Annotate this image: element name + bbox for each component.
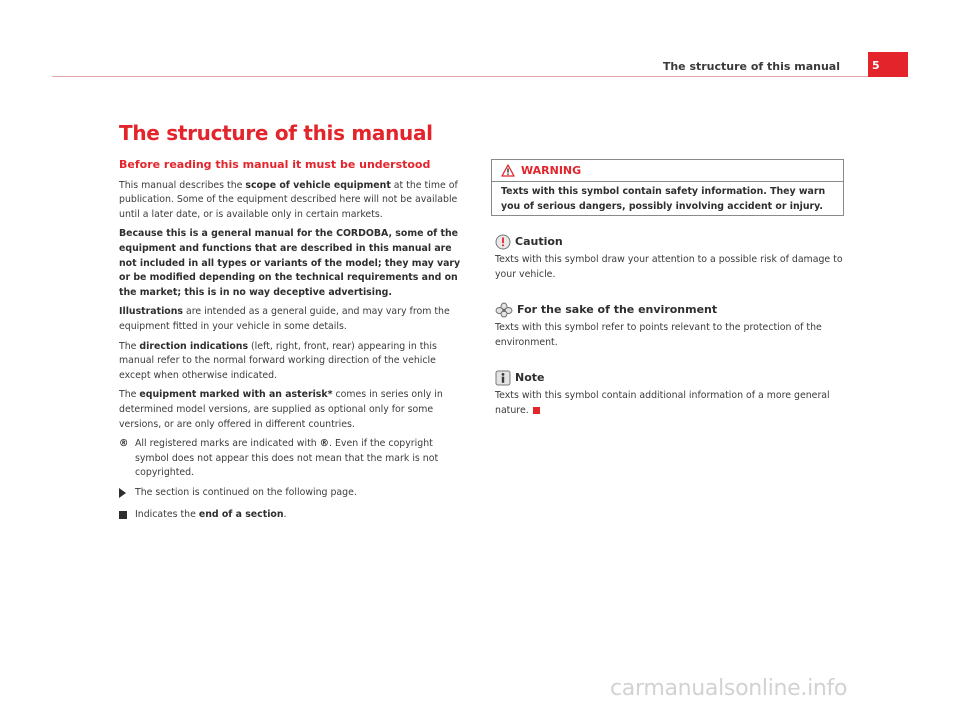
note-title: Note <box>515 371 545 385</box>
environment-section <box>495 302 845 350</box>
info-icon <box>495 370 511 386</box>
running-header-title: The structure of this manual <box>662 60 840 73</box>
caution-icon <box>495 234 511 250</box>
caution-title: Caution <box>515 235 563 249</box>
environment-text: Texts with this symbol refer to points relevant to the protection of the environment. <box>495 322 822 348</box>
warning-text: Texts with this symbol contain safety information. They warn you of serious dangers, possibly involving accident or injury. <box>501 186 826 212</box>
caution-section <box>495 234 845 282</box>
warning-label: WARNING <box>521 164 582 177</box>
warning-triangle-icon <box>501 164 515 177</box>
environment-flower-icon <box>495 302 513 318</box>
triangle-right-icon <box>119 488 126 498</box>
note-text: Texts with this symbol contain additional information of a more general nature. <box>495 390 830 416</box>
warning-header <box>492 160 843 182</box>
page-title: The structure of this manual <box>119 121 433 145</box>
warning-box <box>491 159 844 216</box>
end-section-item: Indicates the end of a section. <box>119 508 469 525</box>
environment-title: For the sake of the environment <box>517 303 718 317</box>
left-column <box>119 158 469 530</box>
paragraph-illustrations: Illustrations are intended as a general guide, and may vary from the equipment fitted in your vehicle in some details. <box>119 306 450 332</box>
watermark: carmanualsonline.info <box>610 676 848 701</box>
continued-item: The section is continued on the following page. <box>119 486 469 504</box>
section-subheading: Before reading this manual it must be understood <box>119 158 431 171</box>
registered-marks-item: ® All registered marks are indicated with ®. Even if the copyright symbol does not appear this does not mean that the mark is not copyrighted. <box>119 437 469 481</box>
end-section-red-icon <box>533 407 540 414</box>
header-rule <box>52 76 908 77</box>
paragraph-asterisk: The equipment marked with an asterisk* comes in series only in determined model versions, are supplied as optional only for some versions, or are only offered in different countries. <box>119 389 443 430</box>
page-number: 5 <box>868 52 908 77</box>
caution-text: Texts with this symbol draw your attention to a possible risk of damage to your vehicle. <box>495 254 843 280</box>
square-icon <box>119 511 127 519</box>
paragraph-scope: This manual describes the scope of vehicle equipment at the time of publication. Some of the equipment described here will not be available until a later date, or is available only in certain markets. <box>119 179 458 220</box>
paragraph-general-manual: Because this is a general manual for the CORDOBA, some of the equipment and functions that are described in this manual are not included in all types or variants of the model; they may vary or be modified depending on the technical requirements and on the market; this is in no way deceptive advertising. <box>119 228 461 298</box>
note-section <box>495 370 845 418</box>
paragraph-direction: The direction indications (left, right, front, rear) appearing in this manual refer to the normal forward working direction of the vehicle except when otherwise indicated. <box>119 340 437 381</box>
registered-icon: ® <box>119 438 129 450</box>
